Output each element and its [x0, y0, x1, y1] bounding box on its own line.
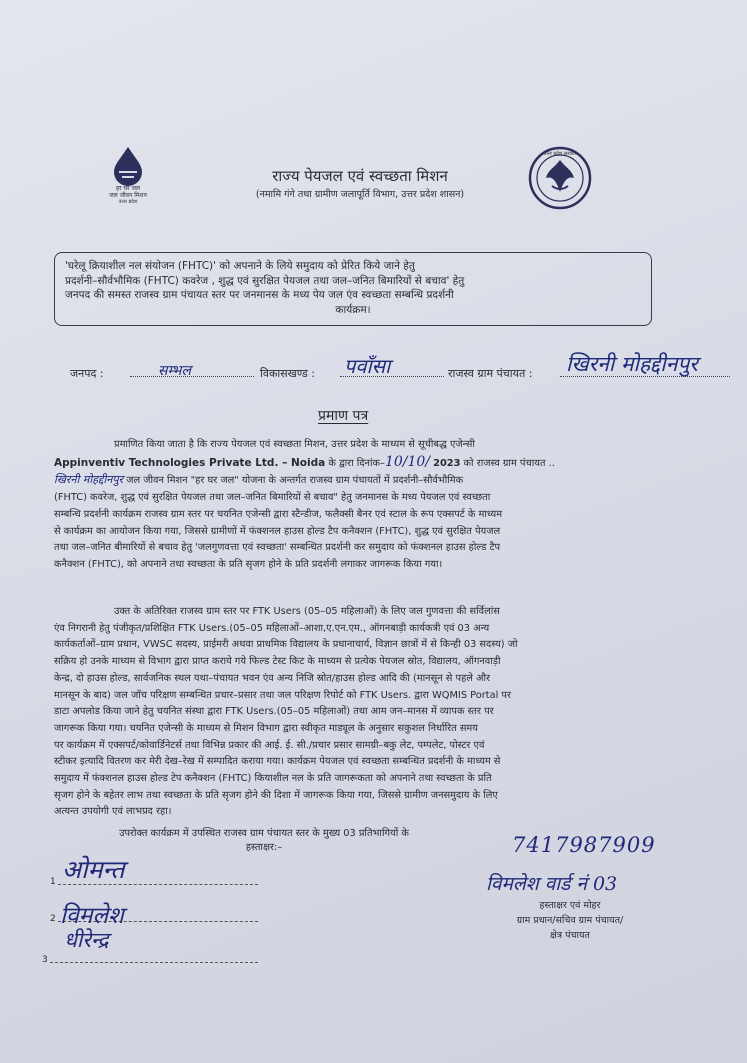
program-date: 10/10/ — [384, 453, 430, 470]
paragraph-line: अत्यन्त उपयोगी एवं लाभप्रद रहा। — [54, 806, 172, 818]
paragraph-text: जल जीवन मिशन "हर घर जल" योजना के अन्तर्गत राजस्व ग्राम पंचायतों में प्रदर्शनी–सौर्वभौमिक — [126, 475, 464, 487]
participants-intro-line: हस्ताक्षर:– — [245, 842, 283, 853]
paragraph-line: प्रमाणित किया जाता है कि राज्य पेयजल एवं स्वच्छता मिशन, उत्तर प्रदेश के माध्यम से सूचीबद्ध एजेन्सी — [114, 439, 475, 450]
participants-intro-line: उपरोक्त कार्यक्रम में उपस्थित राजस्व ग्राम पंचायत स्तर के मुख्य 03 प्रतिभागियों के — [119, 828, 409, 839]
mission-subtitle: (नमामि गंगे तथा ग्रामीण जलापूर्ति विभाग, उत्तर प्रदेश शासन) — [255, 189, 465, 200]
participant-number: 2 — [50, 914, 56, 924]
notice-line: कार्यक्रम। — [335, 303, 371, 316]
participant-number: 3 — [42, 955, 48, 965]
block-value: पवाँसा — [344, 354, 391, 378]
panchayat-label: राजस्व ग्राम पंचायत : — [448, 367, 533, 380]
logo-text-line: हर घर जल — [116, 185, 140, 192]
paragraph-line: पर कार्यक्रम में एक्सपर्ट/कोवार्डिनेटर्स तथा विभिन्न प्रकार की आई. ई. सी./प्रचार प्रसार सामग्री–बकु लेट, पम्पलेट, पोस्टर एवं — [54, 739, 485, 751]
mission-title: राज्य पेयजल एवं स्वच्छता मिशन — [272, 167, 448, 185]
paragraph-line: उक्त के अतिरिक्त राजस्व ग्राम स्तर पर FTK Users (05–05 महिलाओं) के लिए जल गुणवत्ता की सर्विलांस — [114, 606, 500, 617]
paragraph-line: से कार्यक्रम का आयोजन किया गया, जिससे ग्रामीणों में फंक्शनल हाउस होल्ड टैप कनैक्शन (FHTC), शुद्ध एवं सुरक्षित पेयजल — [54, 525, 501, 537]
location-fields — [40, 352, 740, 390]
paragraph-line: सक्रिय हो उनके माध्यम से विभाग द्वारा प्राप्त कराये गये फिल्ड टेस्ट किट के माध्यम से प्रत्येक पेयजल स्रोत, विद्यालय, ऑगनवाड़ी — [54, 656, 501, 668]
certificate-paragraph-1 — [54, 437, 684, 574]
pradhan-phone: 7417987909 — [512, 833, 656, 857]
paragraph-line: कार्यकर्ताओं–ग्राम प्रधान, VWSC सदस्य, प्राईमरी अथवा प्राथमिक विद्यालय के प्रधानाचार्य, विज्ञान छात्रों में से किन्ही 03 सदस्य) जो — [54, 639, 518, 651]
district-label: जनपद : — [70, 367, 104, 380]
panchayat-prefix: को राजस्व ग्राम पंचायत .. — [463, 457, 555, 469]
participant-signature-2: विमलेश — [60, 903, 124, 929]
paragraph-line: सृजग होने के बहेतर लाभ तथा स्वच्छता के प्रति सृजग होने की दिशा में जागरूक किया गया, जिससे ग्रामीण जनसमुदाय के लिए — [54, 789, 498, 801]
pradhan-signature: विमलेश वार्ड नं 03 — [486, 873, 618, 895]
paragraph-line: एंव निगरानी हेतु पंजीकृत/प्रशिक्षित FTK Users.(05–05 महिलाओं–आशा,ए.एन.एम., ऑगनबाड़ी कार्यकत्री एवं 03 अन्य — [54, 622, 490, 634]
paragraph-line: (FHTC) कवरेज, शुद्ध एवं सुरक्षित पेयजल तथा जल–जनित बिमारियों से बचाव" हेतु जनमानस के मध्य पेयजल एवं स्वच्छता — [54, 492, 491, 504]
paragraph-line: तथा जल–जनित बीमारियों से बचाव हेतु 'जलगुणवत्ता एवं स्वच्छता' सम्बन्धित प्रदर्शनी कर समुदाय को फंक्शनल हाउस होल्ड टैप — [54, 542, 501, 554]
certificate-title: प्रमाण पत्र — [318, 408, 369, 424]
paragraph-line: समुदाय में फंक्शनल हाउस होल्ड टेप कनैक्शन (FHTC) कियाशील नल के प्रति जागरूकता को अपनाने तथा स्वच्छता के प्रति — [54, 773, 492, 785]
certificate-paragraph-2 — [54, 604, 684, 821]
up-government-seal — [526, 146, 594, 210]
caption-line: क्षेत्र पंचायत — [550, 930, 590, 941]
participants-intro — [54, 827, 474, 855]
paragraph-line: स्टीकर इत्यादि वितरण कर मेरी देख–रेख में सम्पादित कराया गया। कार्यक्रम पेयजल एवं स्वच्छता सम्बन्धित प्रदर्शनी के माध्यम से — [54, 756, 501, 768]
paragraph-line — [54, 454, 684, 473]
panchayat-value: खिरनी मोहद्दीनपुर — [566, 352, 698, 376]
participant-signature-1: ओमन्त — [62, 855, 125, 884]
date-prefix: के द्वारा दिनांक– — [328, 457, 385, 469]
notice-line: जनपद की समस्त राजस्व ग्राम पंचायत स्तर पर जनमानस के मध्य पेय जल एंव स्वच्छता सम्बन्धि प्रदर्शनी — [65, 289, 454, 301]
logo-text-line: उत्तर प्रदेश — [118, 199, 138, 205]
program-notice-box — [54, 252, 652, 326]
block-label: विकासखण्ड : — [260, 367, 316, 380]
program-year: 2023 — [433, 457, 461, 469]
agency-name: Appinventiv Technologies Private Ltd. – Noida — [54, 456, 326, 469]
caption-line: ग्राम प्रधान/सचिव ग्राम पंचायत/ — [516, 915, 624, 926]
pradhan-caption — [470, 898, 670, 943]
seal-text: उत्तर प्रदेश सरकार — [543, 151, 577, 157]
participant-signature-2b: धीरेन्द्र — [64, 928, 109, 952]
paragraph-line: जागरूक किया गया। चयनित एजेन्सी के माध्यम से मिशन विभाग द्वारा स्वीकृत माड्यूल के अनुसार सकुशल निर्धारित समय — [54, 722, 478, 734]
har-ghar-jal-logo — [102, 145, 154, 205]
participant-number: 1 — [50, 877, 56, 887]
paragraph-line — [54, 472, 684, 490]
paragraph-line: सम्बन्धि प्रदर्शनी कार्यक्रम राजस्व ग्राम स्तर पर चयनित एजेन्सी द्वारा स्टैन्डीज, फलैक्सी बैनर एवं स्टाल के रूप एक्सपर्ट के माध्यम — [54, 508, 503, 520]
notice-line: 'घरेलू क्रियाशील नल संयोजन (FHTC)' को अपनाने के लिये समुदाय को प्रेरित किये जाने हेतु — [65, 260, 415, 272]
district-value: सम्भल — [158, 363, 191, 379]
notice-line: प्रदर्शनी–सौर्वभौमिक (FHTC) कवरेज , शुद्ध एवं सुरक्षित पेयजल तथा जल–जनित बिमारियों से बचाव' हेतु — [65, 274, 465, 287]
caption-line: हस्ताक्षर एवं मोहर — [539, 900, 601, 911]
panchayat-inline: खिरनी मोहद्दीनपुर — [54, 473, 124, 487]
paragraph-line: डाटा अपलोड किया जाने हेतु चयनित संस्था द्वारा FTK Users.(05–05 महिलाओं) तथा आम जन–मानस में व्यापक स्तर पर — [54, 706, 494, 718]
paragraph-line: केन्द्र, दो हाउस होल्ड, सार्वजनिक स्थल यथा–पंचायत भवन एंव अन्य निजि स्रोत/हाउस होल्ड आदि की (मानसून से पहले और — [54, 672, 491, 684]
paragraph-line: कनैक्शन (FHTC), को अपनाने तथा स्वच्छता के प्रति सृजग होने के प्रति प्रदर्शनी लगाकर जागरूक किया गया। — [54, 558, 443, 570]
logo-text-line: जल जीवन मिशन — [109, 192, 147, 199]
paragraph-line: मानसून के बाद) जल जॉच परिक्षण सम्बन्धित प्रचार–प्रसार तथा जल परिक्षण रिपोर्ट को FTK Users. द्वारा WQMIS Portal पर — [54, 689, 511, 701]
